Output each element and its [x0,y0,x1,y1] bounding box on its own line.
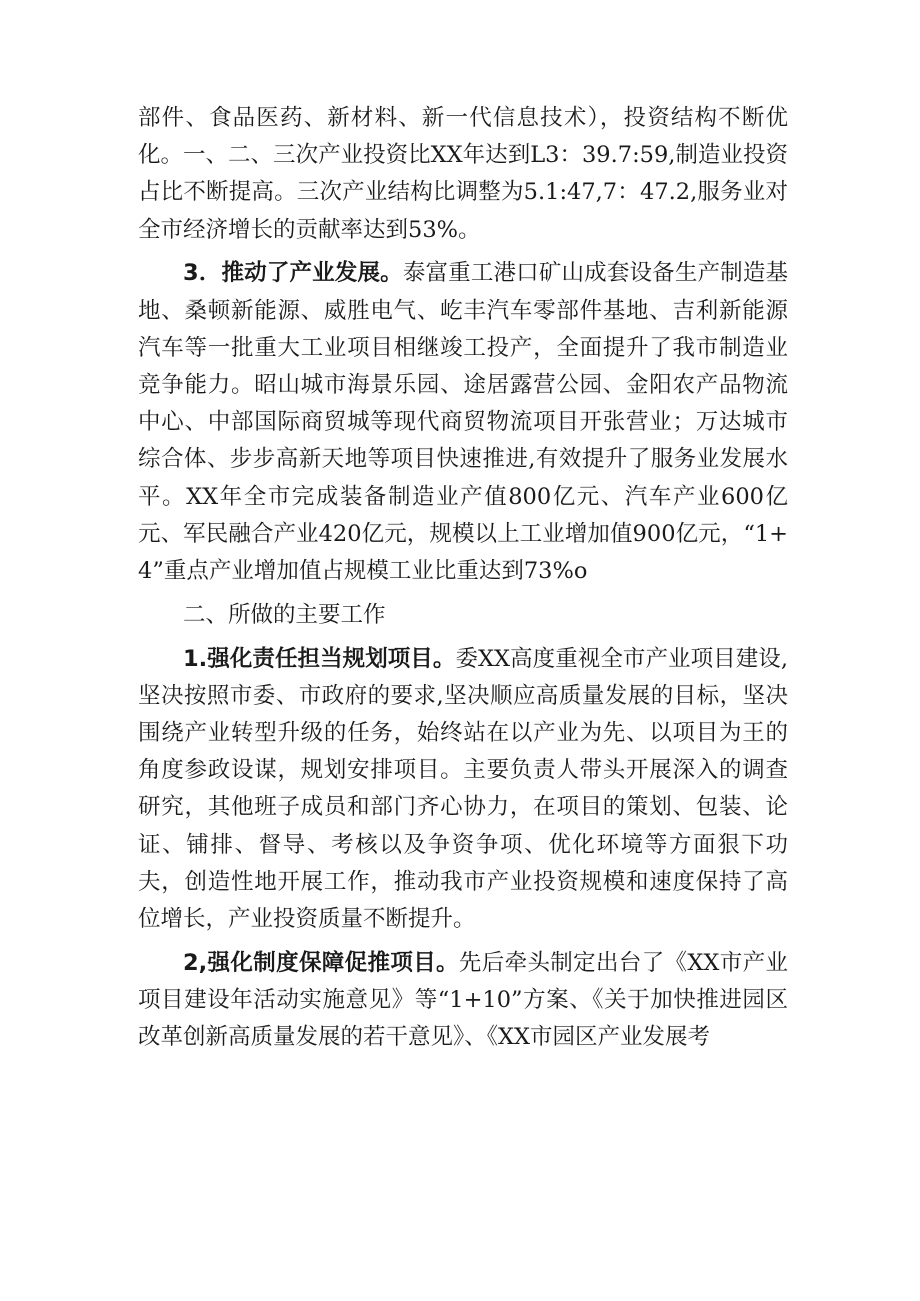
section-heading-text: 二、所做的主要工作 [183,601,386,628]
paragraph-institutional-guarantee [138,945,788,1057]
paragraph-body: 泰富重工港口矿山成套设备生产制造基地、桑顿新能源、威胜电气、屹丰汽车零部件基地、吉利新能源汽车等一批重大工业项目相继竣工投产，全面提升了我市制造业竞争能力。昭山城市海景乐园、途居露营公园、金阳农产品物流中心、中部国际商贸城等现代商贸物流项目开张营业；万达城市综合体、步步高新天地等项目快速推进,有效提升了服务业发展水平。XX年全市完成装备制造业产值800亿元、汽车产业600亿元、军民融合产业420亿元，规模以上工业增加值900亿元，“1+4”重点产业增加值占规模工业比重达到73%o [138,260,788,585]
paragraph-body: 部件、食品医药、新材料、新一代信息技术），投资结构不断优化。一、二、三次产业投资比XX年达到L3：39.7:59,制造业投资占比不断提高。三次产业结构比调整为5.1:47,7：47.2,服务业对全市经济增长的贡献率达到53%。 [138,105,788,243]
paragraph-lead: 3．推动了产业发展。 [183,260,403,287]
paragraph-body: 先后牵头制定出台了《XX市产业项目建设年活动实施意见》等“1+10”方案、《关于加快推进园区改革创新高质量发展的若干意见》、《XX市园区产业发展考 [138,949,788,1051]
paragraph-body: 委XX高度重视全市产业项目建设,坚决按照市委、市政府的要求,坚决顺应高质量发展的目标，坚决围绕产业转型升级的任务，始终站在以产业为先、以项目为王的角度参政设谋，规划安排项目。主要负责人带头开展深入的调查研究，其他班子成员和部门齐心协力，在项目的策划、包装、论证、铺排、督导、考核以及争资争项、优化环境等方面狠下功夫，创造性地开展工作，推动我市产业投资规模和速度保持了高位增长，产业投资质量不断提升。 [138,645,788,933]
paragraph-responsibility-planning [138,641,788,939]
paragraph-industry-development [138,255,788,590]
paragraph-investment-structure [138,100,788,249]
section-heading-main-work [138,597,788,634]
paragraph-lead: 1.强化责任担当规划项目。 [183,645,456,672]
paragraph-lead: 2,强化制度保障促推项目。 [183,949,459,976]
